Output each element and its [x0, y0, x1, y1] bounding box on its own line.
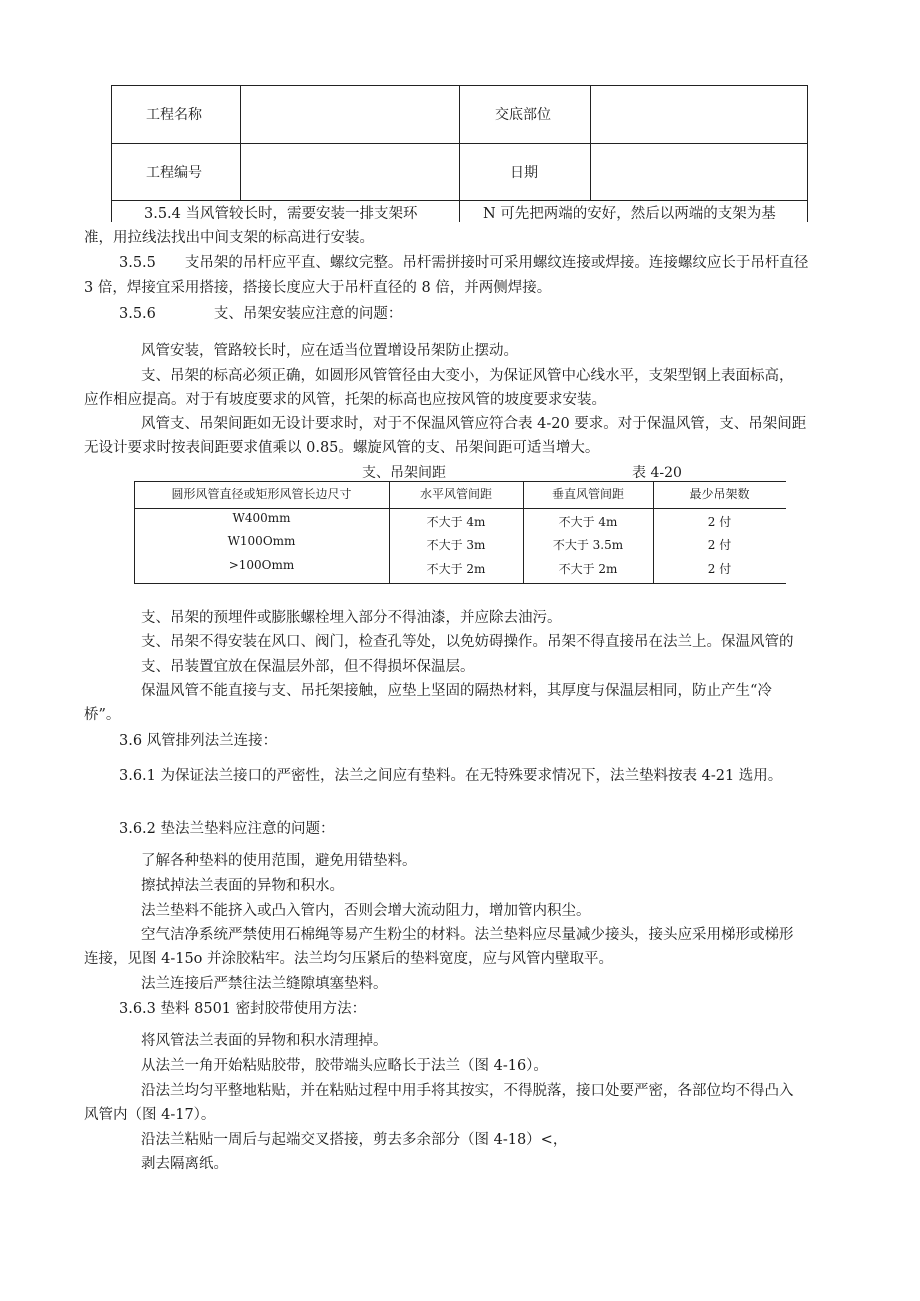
table-cell: 不大于 3m [426, 538, 486, 552]
step-2: 从法兰一角开始粘贴胶带，胶带端头应略长于法兰（图 4-16）。 [141, 1058, 548, 1074]
item-3: 法兰垫料不能挤入或凸入管内，否则会增大流动阻力，增加管内积尘。 [141, 903, 591, 919]
table-cell: 不大于 4m [426, 515, 486, 529]
step-4: 沿法兰粘贴一周后与起端交叉搭接，剪去多余部分（图 4-18）<， [141, 1132, 568, 1148]
table-header-vertical: 垂直风管间距 [551, 487, 624, 501]
paragraph-354-right: N 可先把两端的安好，然后以两端的支架为基 [483, 206, 776, 222]
item-1: 了解各种垫料的使用范围，避免用错垫料。 [141, 853, 417, 869]
note-1: 风管安装，管路较长时，应在适当位置增设吊架防止摆动。 [141, 343, 518, 359]
note-5: 支、吊架不得安装在风口、阀门，检查孔等处，以免妨碍操作。吊架不得直接吊在法兰上。保温风管的 [141, 634, 794, 650]
section-362: 3.6.2 垫法兰垫料应注意的问题： [119, 821, 335, 837]
table-cell: 不大于 2m [558, 562, 618, 576]
step-3-cont: 风管内（图 4-17）。 [84, 1107, 216, 1123]
step-5: 剥去隔离纸。 [141, 1156, 228, 1172]
table-cell: 2 付 [707, 538, 732, 552]
note-4: 支、吊架的预埋件或膨胀螺栓埋入部分不得油漆，并应除去油污。 [141, 610, 562, 626]
table-cell: W400mm [232, 511, 291, 525]
item-4-cont: 连接，见图 4-15o 并涂胶粘牢。法兰均匀压紧后的垫料宽度，应与风管内壁取平。 [84, 951, 614, 967]
date-value[interactable] [600, 162, 800, 182]
item-2: 擦拭掉法兰表面的异物和积水。 [141, 878, 344, 894]
handover-part-value[interactable] [600, 104, 800, 124]
item-4: 空气洁净系统严禁使用石棉绳等易产生粉尘的材料。法兰垫料应尽量减少接头，接头应采用梯形或梯形 [141, 927, 794, 943]
table-cell: W100Omm [227, 534, 296, 548]
section-363: 3.6.3 垫料 8501 密封胶带使用方法： [119, 1001, 367, 1017]
section-361: 3.6.1 为保证法兰接口的严密性，法兰之间应有垫料。在无特殊要求情况下，法兰垫料按表 4-21 选用。 [119, 768, 783, 784]
note-2-cont: 应作相应提高。对于有坡度要求的风管，托架的标高也应按风管的坡度要求安装。 [84, 392, 606, 408]
item-5: 法兰连接后严禁往法兰缝隙填塞垫料。 [141, 976, 388, 992]
date-label: 日期 [510, 165, 538, 181]
paragraph-355-cont: 3 倍，焊接宜采用搭接，搭接长度应大于吊杆直径的 8 倍，并两侧焊接。 [84, 280, 552, 296]
note-6: 保温风管不能直接与支、吊托架接触，应垫上坚固的隔热材料，其厚度与保温层相同，防止产生“冷 [141, 683, 772, 699]
note-6-cont: 桥”。 [84, 707, 121, 723]
project-name-label: 工程名称 [146, 107, 202, 123]
table-cell: 不大于 2m [426, 562, 486, 576]
table-cell: >100Omm [228, 558, 295, 572]
spacing-table-caption: 支、吊架间距 [362, 465, 446, 481]
table-header-horizontal: 水平风管间距 [419, 487, 492, 501]
spacing-table-number: 表 4-20 [632, 465, 682, 481]
project-no-label: 工程编号 [146, 165, 202, 181]
note-3-cont: 无设计要求时按表间距要求值乘以 0.85。螺旋风管的支、吊架间距可适当增大。 [84, 440, 600, 456]
table-cell: 2 付 [707, 515, 732, 529]
paragraph-356: 3.5.6 支、吊架安装应注意的问题： [119, 306, 403, 322]
step-3: 沿法兰均匀平整地粘贴，并在粘贴过程中用手将其按实，不得脱落，接口处要严密，各部位均不得凸入 [141, 1083, 794, 1099]
table-cell: 不大于 4m [558, 515, 618, 529]
project-name-value[interactable] [250, 104, 450, 124]
handover-part-label: 交底部位 [495, 107, 551, 123]
note-5-cont: 支、吊装置宜放在保温层外部，但不得损坏保温层。 [141, 659, 475, 675]
paragraph-354-cont: 准，用拉线法找出中间支架的标高进行安装。 [84, 230, 374, 246]
table-header-size: 圆形风管直径或矩形风管长边尺寸 [171, 487, 352, 501]
paragraph-355: 3.5.5 支吊架的吊杆应平直、螺纹完整。吊杆需拼接时可采用螺纹连接或焊接。连接螺纹应长于吊杆直径 [119, 255, 809, 271]
table-header-count: 最少吊架数 [689, 487, 750, 501]
project-no-value[interactable] [250, 162, 450, 182]
note-2: 支、吊架的标高必须正确，如圆形风管管径由大变小，为保证风管中心线水平，支架型钢上表面标高， [141, 368, 794, 384]
note-3: 风管支、吊架间距如无设计要求时，对于不保温风管应符合表 4-20 要求。对于保温风管，支、吊架间距 [141, 416, 807, 432]
table-cell: 2 付 [707, 562, 732, 576]
step-1: 将风管法兰表面的异物和积水清理掉。 [141, 1033, 388, 1049]
paragraph-354-left: 3.5.4 当风管较长时，需要安装一排支架环 [144, 206, 418, 222]
section-36: 3.6 风管排列法兰连接： [119, 733, 278, 749]
table-cell: 不大于 3.5m [552, 538, 624, 552]
